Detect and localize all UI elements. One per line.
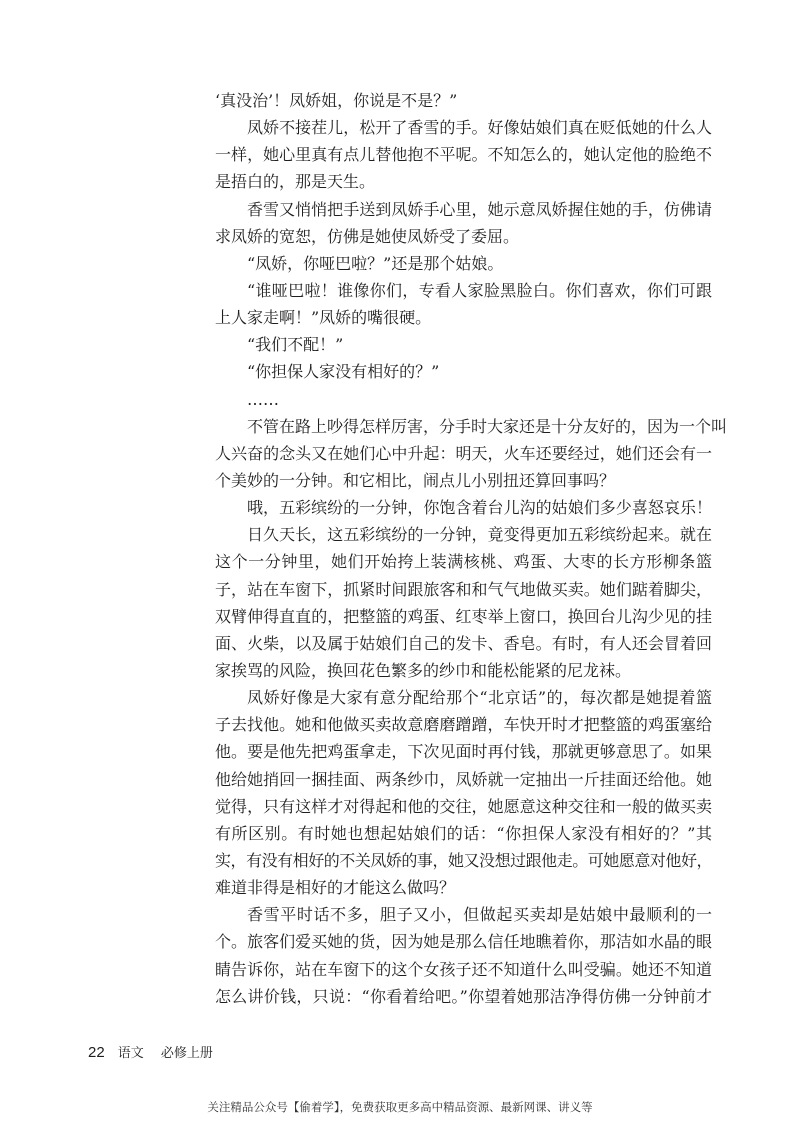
text-line: 睛告诉你，站在车窗下的这个女孩子还不知道什么叫受骗。她还不知道: [215, 959, 712, 979]
page-number: 22: [88, 1044, 105, 1061]
text-line: 不管在路上吵得怎样厉害，分手时大家还是十分友好的，因为一个叫: [247, 416, 728, 436]
book-subject: 语文: [117, 1046, 144, 1061]
text-line: 这个一分钟里，她们开始挎上装满核桃、鸡蛋、大枣的长方形柳条篮: [215, 552, 712, 572]
text-line: 凤娇不接茬儿，松开了香雪的手。好像姑娘们真在贬低她的什么人: [247, 118, 712, 138]
page-footer: [88, 1041, 213, 1063]
text-line: 哦，五彩缤纷的一分钟，你饱含着台儿沟的姑娘们多少喜怒哀乐！: [247, 498, 712, 518]
text-line: 子去找他。她和他做买卖故意磨磨蹭蹭，车快开时才把整篮的鸡蛋塞给: [215, 715, 712, 735]
text-line: 面、火柴，以及属于姑娘们自己的发卡、香皂。有时，有人还会冒着回: [215, 633, 712, 653]
book-volume: 必修上册: [160, 1046, 213, 1061]
text-line: 个美妙的一分钟。和它相比，闹点儿小别扭还算回事吗？: [215, 470, 616, 490]
text-line: ‘真没治’！凤娇姐，你说是不是？”: [215, 91, 458, 110]
text-line: 怎么讲价钱，只说：“你看着给吧。”你望着她那洁净得仿佛一分钟前才: [215, 986, 712, 1006]
text-line: 凤娇好像是大家有意分配给那个“北京话”的，每次都是她提着篮: [247, 688, 712, 708]
text-line: 双臂伸得直直的，把整篮的鸡蛋、红枣举上窗口，换回台儿沟少见的挂: [215, 606, 712, 626]
text-line: 日久天长，这五彩缤纷的一分钟，竟变得更加五彩缤纷起来。就在: [247, 525, 712, 545]
text-line: “凤娇，你哑巴啦？”还是那个姑娘。: [247, 253, 504, 273]
text-line: 觉得，只有这样才对得起和他的交往，她愿意这种交往和一般的做买卖: [215, 796, 712, 816]
text-line: 人兴奋的念头又在她们心中升起：明天，火车还要经过，她们还会有一: [215, 443, 712, 463]
text-line: 求凤娇的宽恕，仿佛是她使凤娇受了委屈。: [215, 226, 520, 246]
text-line: 他。要是他先把鸡蛋拿走，下次见面时再付钱，那就更够意思了。如果: [215, 742, 712, 762]
text-line: 香雪平时话不多，胆子又小，但做起买卖却是姑娘中最顺利的一: [247, 905, 712, 925]
text-line: “谁哑巴啦！谁像你们，专看人家脸黑脸白。你们喜欢，你们可跟: [247, 280, 712, 300]
text-line: 有所区别。有时她也想起姑娘们的话：“你担保人家没有相好的？”其: [215, 823, 712, 843]
text-line: 家挨骂的风险，换回花色繁多的纱巾和能松能紧的尼龙袜。: [215, 660, 632, 680]
text-line: “你担保人家没有相好的？”: [247, 362, 440, 382]
text-line: 上人家走啊！”凤娇的嘴很硬。: [215, 308, 432, 328]
text-line: 他给她捎回一捆挂面、两条纱巾，凤娇就一定抽出一斤挂面还给他。她: [215, 769, 712, 789]
bottom-notice: 关注精品公众号【偷着学】，免费获取更多高中精品资源、最新网课、讲义等: [207, 1100, 593, 1114]
body-text: [215, 87, 728, 1010]
text-line: 一样，她心里真有点儿替他抱不平呢。不知怎么的，她认定他的脸绝不: [215, 145, 712, 165]
text-line: 子，站在车窗下，抓紧时间跟旅客和和气气地做买卖。她们踮着脚尖，: [215, 579, 712, 599]
text-line: 香雪又悄悄把手送到凤娇手心里，她示意凤娇握住她的手，仿佛请: [247, 199, 712, 219]
text-line: 个。旅客们爱买她的货，因为她是那么信任地瞧着你，那洁如水晶的眼: [215, 932, 712, 952]
text-line: 实，有没有相好的不关凤娇的事，她又没想过跟他走。可她愿意对他好，: [215, 850, 712, 870]
text-line: “我们不配！”: [247, 335, 344, 355]
ellipsis-line: ……: [247, 389, 279, 409]
text-line: 难道非得是相好的才能这么做吗？: [215, 878, 456, 898]
text-line: 是捂白的，那是天生。: [215, 172, 376, 192]
